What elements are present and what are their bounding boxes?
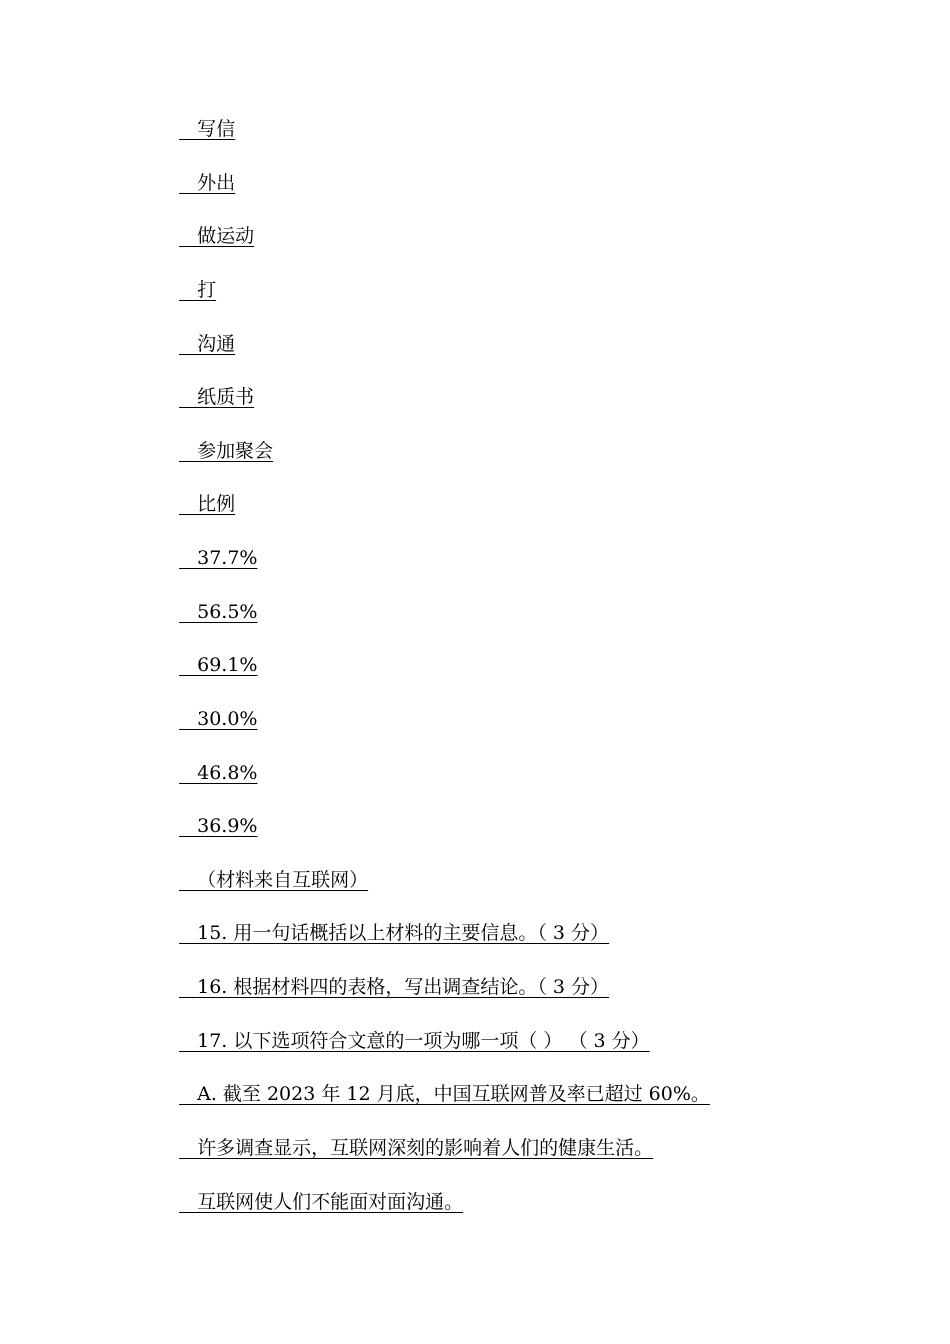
text-line-paper-book: 纸质书 (179, 386, 255, 408)
text-line-ratio-1: 37.7% (179, 547, 258, 569)
text-line-call: 打 (179, 279, 217, 301)
option-a: A. 截至 2023 年 12 月底，中国互联网普及率已超过 60%。 (179, 1083, 710, 1105)
question-17: 17. 以下选项符合文意的一项为哪一项（ ） （ 3 分） (179, 1030, 650, 1052)
text-line-exercise: 做运动 (179, 225, 255, 247)
text-line-go-out: 外出 (179, 172, 236, 194)
option-c: 互联网使人们不能面对面沟通。 (179, 1191, 464, 1213)
text-line-party: 参加聚会 (179, 440, 274, 462)
option-b: 许多调查显示，互联网深刻的影响着人们的健康生活。 (179, 1137, 654, 1159)
text-line-ratio-6: 36.9% (179, 815, 258, 837)
text-line-communicate: 沟通 (179, 333, 236, 355)
text-line-ratio-3: 69.1% (179, 654, 258, 676)
text-line-source: （材料来自互联网） (179, 869, 369, 891)
text-line-ratio-2: 56.5% (179, 601, 258, 623)
question-16: 16. 根据材料四的表格，写出调查结论。（ 3 分） (179, 976, 610, 998)
text-line-ratio-5: 46.8% (179, 762, 258, 784)
question-15: 15. 用一句话概括以上材料的主要信息。（ 3 分） (179, 922, 610, 944)
text-line-write-letter: 写信 (179, 118, 236, 140)
text-line-ratio-header: 比例 (179, 493, 236, 515)
text-line-ratio-4: 30.0% (179, 708, 258, 730)
